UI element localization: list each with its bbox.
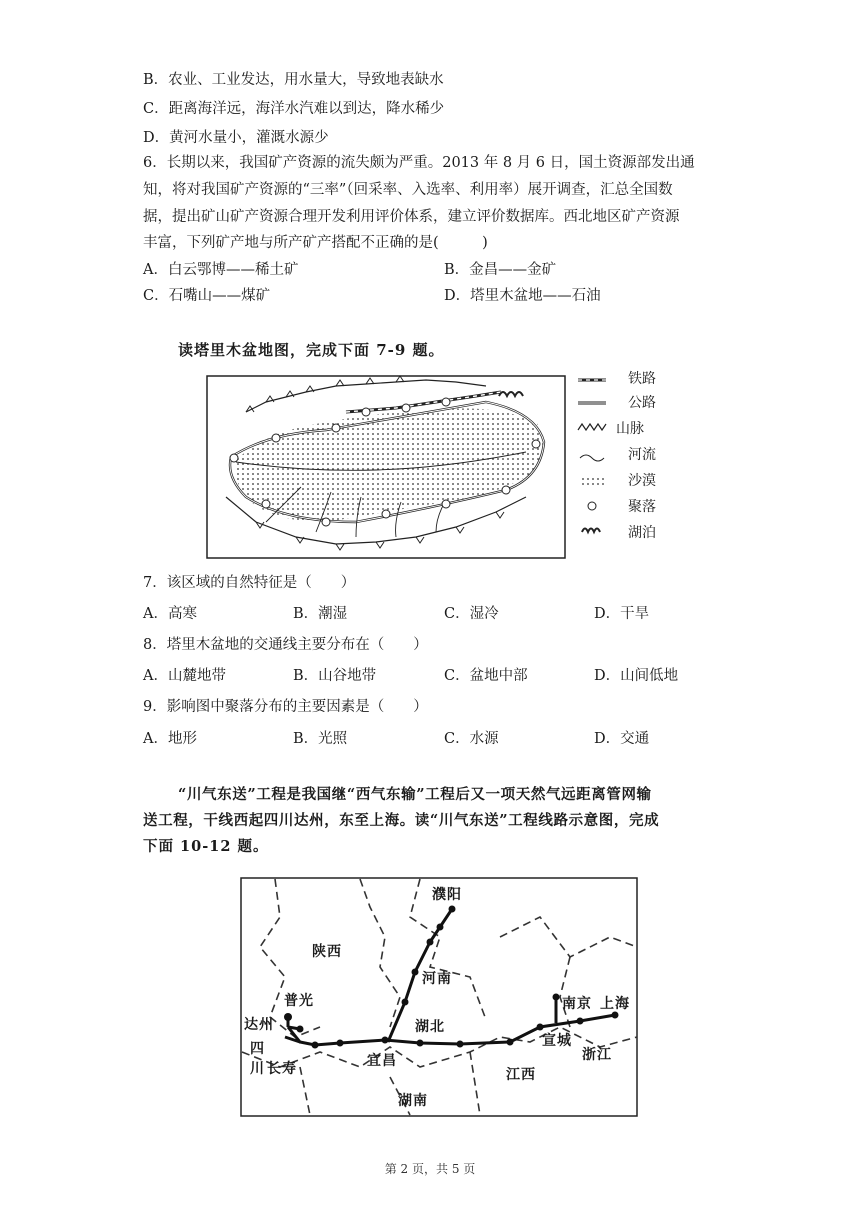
q6-option-d: D．塔里木盆地——石油 (444, 288, 601, 304)
q5-option-d: D．黄河水量小，灌溉水源少 (143, 130, 329, 146)
label-shanghai: 上海 (600, 996, 630, 1012)
q9-option-b: B．光照 (293, 731, 348, 747)
q8-option-c: C．盆地中部 (444, 668, 528, 684)
q8-option-b: B．山谷地带 (293, 668, 377, 684)
tarim-basin-map (206, 372, 676, 560)
tarim-map-figure (206, 372, 676, 560)
label-chuan: 川 (250, 1061, 265, 1077)
q5-option-c: C．距离海洋远，海洋水汽难以到达，降水稀少 (143, 101, 445, 117)
label-shaanxi: 陕西 (312, 944, 342, 960)
legend-mountain-label: 山脉 (616, 421, 644, 437)
label-si: 四 (250, 1041, 265, 1057)
label-nanjing: 南京 (562, 996, 592, 1012)
legend-desert-label: 沙漠 (628, 473, 656, 489)
tarim-legend (578, 380, 606, 532)
q6-stem-line-3: 据，提出矿山矿产资源合理开发利用评价体系，建立评价数据库。西北地区矿产资源 (143, 209, 680, 225)
q6-option-a: A．白云鄂博——稀土矿 (143, 262, 299, 278)
q6-stem-line-2: 知，将对我国矿产资源的“三率”（回采率、入选率、利用率）展开调查，汇总全国数 (143, 182, 673, 198)
legend-lake-label: 湖泊 (628, 525, 656, 541)
q5-option-b: B．农业、工业发达，用水量大，导致地表缺水 (143, 72, 444, 88)
label-changshou: 长寿 (267, 1061, 297, 1077)
label-hunan: 湖南 (398, 1093, 428, 1109)
q9-option-d: D．交通 (594, 731, 650, 747)
label-zhejiang: 浙江 (582, 1047, 612, 1063)
q6-stem-line-1: 6．长期以来，我国矿产资源的流失颇为严重。2013 年 8 月 6 日，国土资源部发出通 (143, 155, 695, 171)
q8-stem: 8．塔里木盆地的交通线主要分布在（ ） (143, 637, 428, 653)
q8-option-d: D．山间低地 (594, 668, 679, 684)
q9-option-a: A．地形 (143, 731, 197, 747)
q7-option-a: A．高寒 (143, 606, 197, 622)
label-henan: 河南 (422, 971, 452, 987)
page-footer: 第 2 页，共 5 页 (384, 1162, 476, 1176)
label-xuancheng: 宣城 (542, 1033, 572, 1049)
q6-option-c: C．石嘴山——煤矿 (143, 288, 271, 304)
q6-option-b: B．金昌——金矿 (444, 262, 557, 278)
q7-option-c: C．湿冷 (444, 606, 499, 622)
label-hubei: 湖北 (415, 1019, 445, 1035)
legend-river-label: 河流 (628, 447, 656, 463)
legend-settlement-label: 聚落 (628, 499, 656, 515)
label-dazhou: 达州 (244, 1017, 274, 1033)
q7-option-b: B．潮湿 (293, 606, 348, 622)
intro-10-12-line-1: “川气东送”工程是我国继“西气东输”工程后又一项天然气远距离管网输 (178, 786, 652, 803)
label-yichang: 宜昌 (367, 1053, 397, 1069)
pipeline-route-map (240, 877, 638, 1117)
label-puguang: 普光 (284, 993, 314, 1009)
q6-stem-line-4: 丰富，下列矿产地与所产矿产搭配不正确的是( ) (143, 235, 488, 251)
label-puyang: 濮阳 (432, 887, 462, 903)
legend-railway-label: 铁路 (628, 371, 656, 387)
intro-10-12-line-2: 送工程，干线西起四川达州，东至上海。读“川气东送”工程线路示意图，完成 (143, 812, 660, 829)
intro-7-9: 读塔里木盆地图，完成下面 7-9 题。 (178, 341, 445, 359)
q7-stem: 7．该区域的自然特征是（ ） (143, 575, 356, 591)
q9-stem: 9．影响图中聚落分布的主要因素是（ ） (143, 699, 428, 715)
q7-option-d: D．干旱 (594, 606, 650, 622)
legend-highway-label: 公路 (628, 395, 656, 411)
q8-option-a: A．山麓地带 (143, 668, 226, 684)
intro-10-12-line-3: 下面 10-12 题。 (143, 838, 269, 855)
q9-option-c: C．水源 (444, 731, 499, 747)
label-jiangxi: 江西 (506, 1067, 536, 1083)
